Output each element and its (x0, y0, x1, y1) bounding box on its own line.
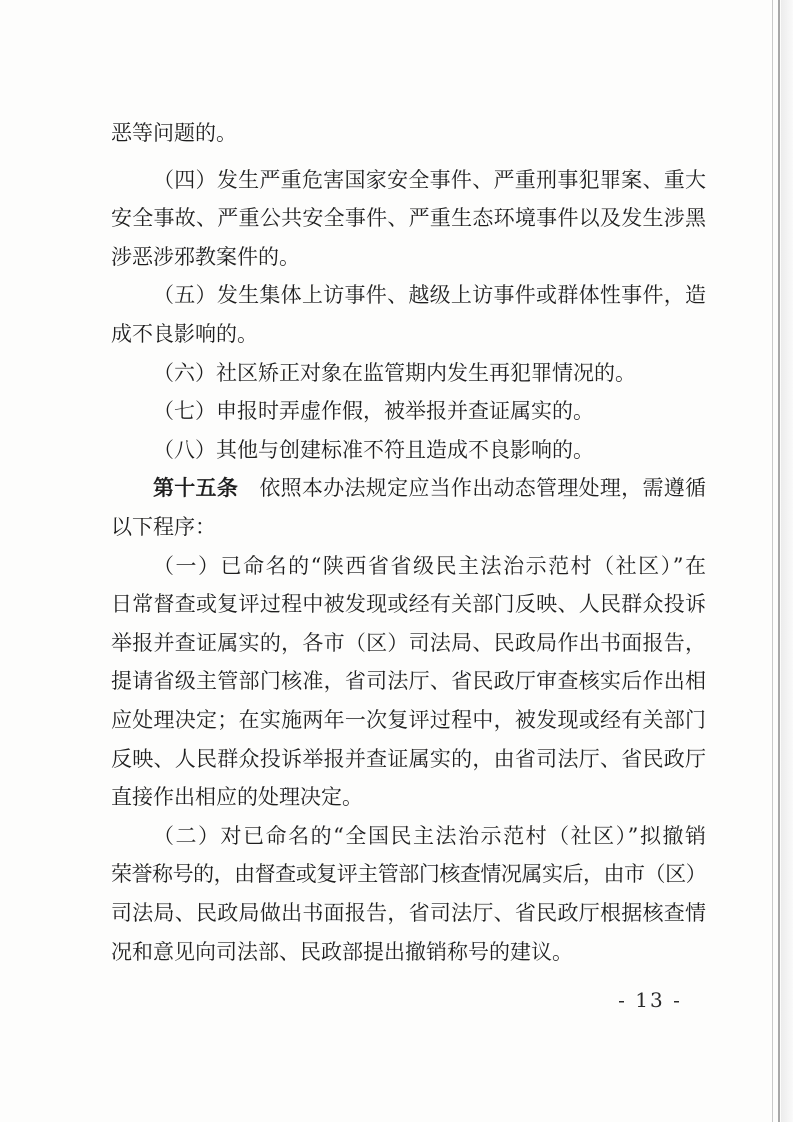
scan-edge-line (772, 0, 773, 1122)
text-line: 提请省级主管部门核准，省司法厅、省民政厅审查核实后作出相 (111, 669, 706, 694)
text-line: 涉恶涉邪教案件的。 (111, 244, 300, 269)
text-line: 成不良影响的。 (111, 322, 258, 347)
article-fifteen-line (111, 469, 706, 508)
text-line: 恶等问题的。 (111, 120, 237, 145)
text-line: 反映、人民群众投诉举报并查证属实的，由省司法厅、省民政厅 (111, 746, 706, 771)
text-line: 荣誉称号的，由督查或复评主管部门核查情况属实后，由市（区） (111, 862, 706, 887)
scan-edge-line (778, 0, 780, 1122)
text-line: 应处理决定；在实施两年一次复评过程中，被发现或经有关部门 (111, 707, 706, 732)
text-line: 安全事故、严重公共安全事件、严重生态环境事件以及发生涉黑 (111, 206, 706, 231)
scan-edge-shadow (781, 0, 793, 1122)
list-item-five: （五）发生集体上访事件、越级上访事件或群体性事件，造 (153, 283, 706, 308)
list-item-seven: （七）申报时弄虚作假，被举报并查证属实的。 (153, 399, 594, 424)
article-heading: 第十五条 (153, 475, 239, 501)
text-line: 直接作出相应的处理决定。 (111, 785, 363, 810)
list-item-six: （六）社区矫正对象在监管期内发生再犯罪情况的。 (153, 360, 636, 385)
text-line: 司法局、民政局做出书面报告，省司法厅、省民政厅根据核查情 (111, 900, 706, 925)
text-line: 以下程序： (111, 515, 216, 540)
procedure-item-two: （二）对已命名的“全国民主法治示范村（社区）”拟撤销 (153, 823, 706, 848)
procedure-item-one: （一）已命名的“陕西省省级民主法治示范村（社区）”在 (153, 553, 706, 578)
document-body (111, 114, 706, 971)
page-number: - 13 - (618, 988, 682, 1012)
list-item-eight: （八）其他与创建标准不符且造成不良影响的。 (153, 437, 594, 462)
text-line: 举报并查证属实的，各市（区）司法局、民政局作出书面报告， (111, 630, 706, 655)
list-item-four: （四）发生严重危害国家安全事件、严重刑事犯罪案、重大 (153, 167, 706, 192)
text-line: 况和意见向司法部、民政部提出撤销称号的建议。 (111, 939, 573, 964)
text-line: 日常督查或复评过程中被发现或经有关部门反映、人民群众投诉 (111, 592, 706, 617)
article-lead-text: 依照本办法规定应当作出动态管理处理，需遵循 (238, 476, 706, 501)
